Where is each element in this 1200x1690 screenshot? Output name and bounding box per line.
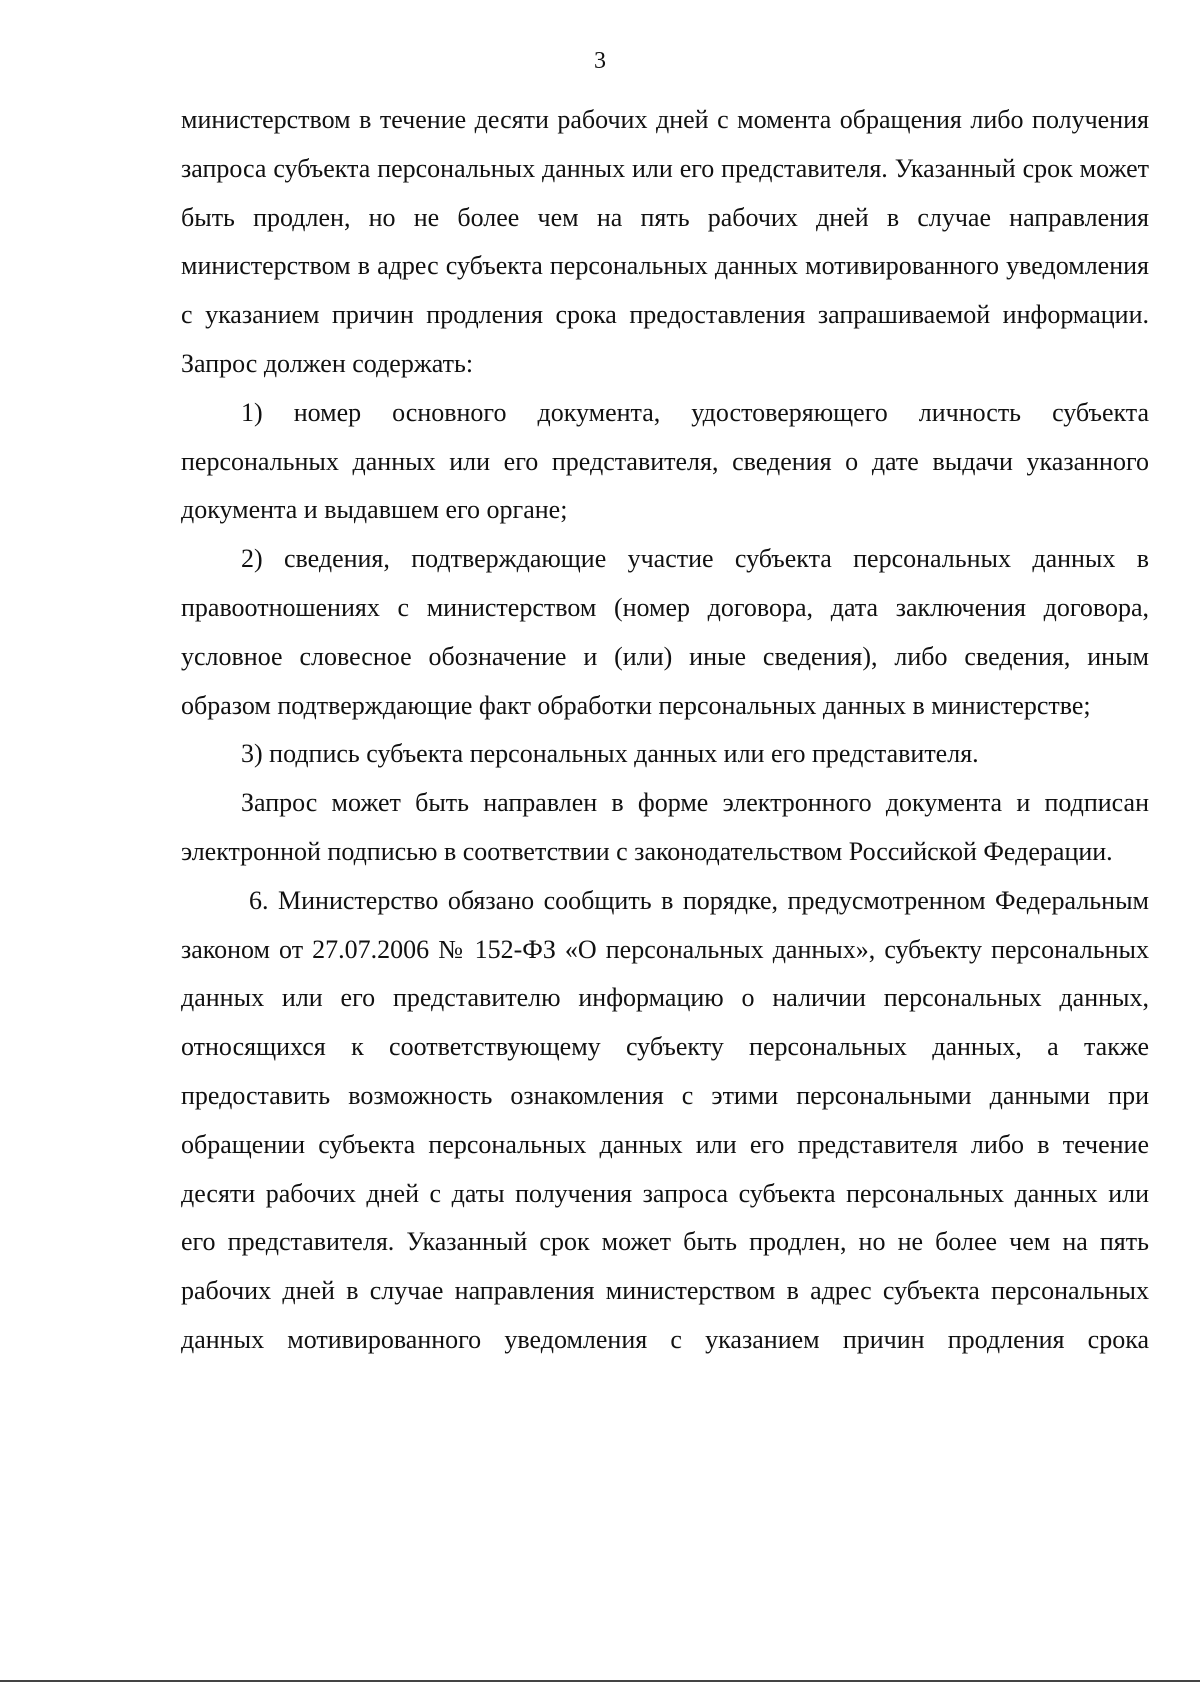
page-number: 3 [594,48,606,74]
paragraph-section-6: 6. Министерство обязано сообщить в порядке, предусмотренном Федеральным законом от 27.07.2006 № 152-ФЗ «О персональных данных», субъекту персональных данных или его представителю информацию о наличии персональных данных, относящихся к соответствующему субъекту персональных данных, а также предоставить возможность ознакомления с этими персональными данными при обращении субъекта персональных данных или его представителя либо в течение десяти рабочих дней с даты получения запроса субъекта персональных данных или его представителя. Указанный срок может быть продлен, но не более чем на пять рабочих дней в случае направления министерством в адрес субъекта персональных данных мотивированного уведомления с указанием причин продления срока [181,885,1149,1354]
list-item-1: 1) номер основного документа, удостоверяющего личность субъекта персональных данных или его представителя, сведения о дате выдачи указанного документа и выдавшем его органе; [181,397,1149,525]
paragraph-continuation: министерством в течение десяти рабочих дней с момента обращения либо получения запроса субъекта персональных данных или его представителя. Указанный срок может быть продлен, но не более чем на пять рабочих дней в случае направления министерством в адрес субъекта персональных данных мотивированного уведомления с указанием причин продления срока предоставления запрашиваемой информации. Запрос должен содержать: [181,105,1149,378]
paragraph-request-form: Запрос может быть направлен в форме электронного документа и подписан электронной подписью в соответствии с законодательством Российской Федерации. [181,788,1149,866]
document-body [181,96,1149,1365]
list-item-2: 2) сведения, подтверждающие участие субъекта персональных данных в правоотношениях с министерством (номер договора, дата заключения договора, условное словесное обозначение и (или) иные сведения), либо сведения, иным образом подтверждающие факт обработки персональных данных в министерстве; [181,544,1149,720]
page-bottom-edge [0,1680,1200,1682]
list-item-3: 3) подпись субъекта персональных данных или его представителя. [241,739,979,769]
